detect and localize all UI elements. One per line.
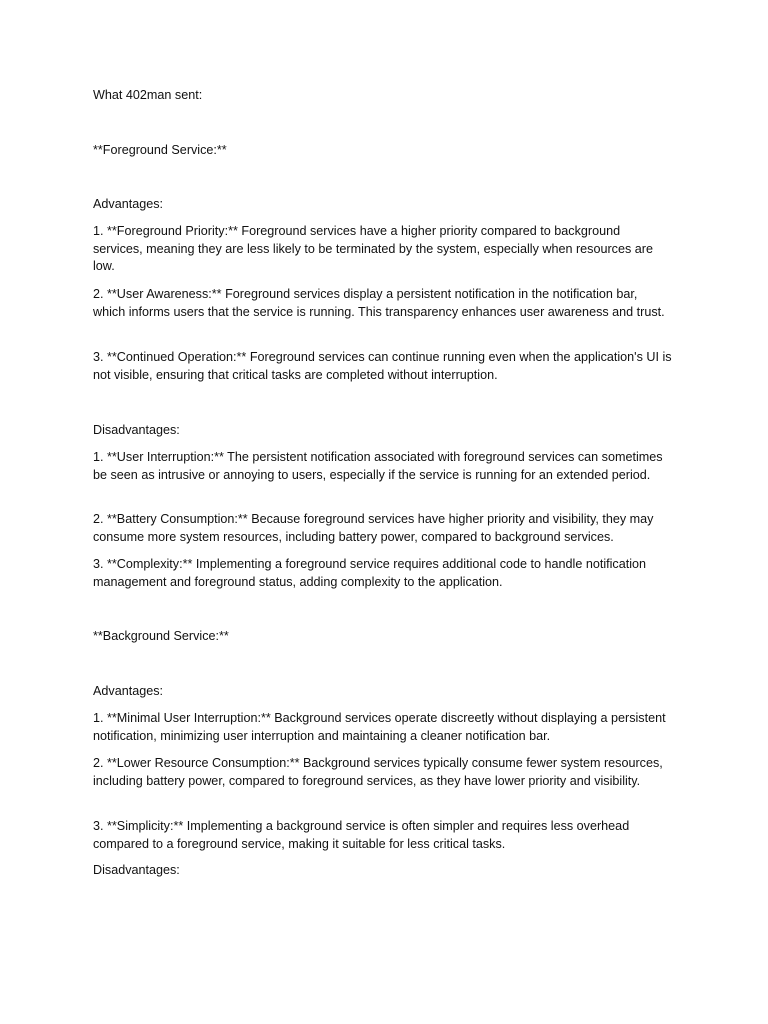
- background-advantage-1: 1. **Minimal User Interruption:** Background services operate discreetly without displaying a persistent notification, minimizing user interruption and maintaining a cleaner notification bar.: [93, 711, 666, 743]
- foreground-disadvantages-label: Disadvantages:: [93, 423, 180, 437]
- background-heading: **Background Service:**: [93, 629, 229, 643]
- foreground-disadvantage-3: 3. **Complexity:** Implementing a foreground service requires additional code to handle notification management and foreground status, adding complexity to the application.: [93, 557, 647, 589]
- foreground-disadvantage-1: 1. **User Interruption:** The persistent notification associated with foreground services can sometimes be seen as intrusive or annoying to users, especially if the service is running for an extended period.: [93, 450, 663, 482]
- foreground-advantage-3: 3. **Continued Operation:** Foreground services can continue running even when the application's UI is not visible, ensuring that critical tasks are completed without interruption.: [93, 350, 672, 382]
- foreground-advantage-1: 1. **Foreground Priority:** Foreground services have a higher priority compared to background services, meaning they are less likely to be terminated by the system, especially when resources are low.: [93, 224, 653, 274]
- background-advantages-label: Advantages:: [93, 684, 164, 698]
- background-advantage-3: 3. **Simplicity:** Implementing a background service is often simpler and requires less overhead compared to a foreground service, making it suitable for less critical tasks.: [93, 819, 630, 851]
- foreground-advantage-2: 2. **User Awareness:** Foreground services display a persistent notification in the notification bar, which informs users that the service is running. This transparency enhances user awareness and trust.: [93, 287, 665, 319]
- foreground-disadvantage-2: 2. **Battery Consumption:** Because foreground services have higher priority and visibility, they may consume more system resources, including battery power, compared to background services.: [93, 512, 654, 544]
- intro-line: What 402man sent:: [93, 88, 203, 102]
- background-disadvantages-label: Disadvantages:: [93, 863, 180, 877]
- foreground-heading: **Foreground Service:**: [93, 143, 227, 157]
- foreground-advantages-label: Advantages:: [93, 197, 164, 211]
- background-advantage-2: 2. **Lower Resource Consumption:** Background services typically consume fewer system resources, including battery power, compared to foreground services, as they have lower priority and visibility.: [93, 756, 663, 788]
